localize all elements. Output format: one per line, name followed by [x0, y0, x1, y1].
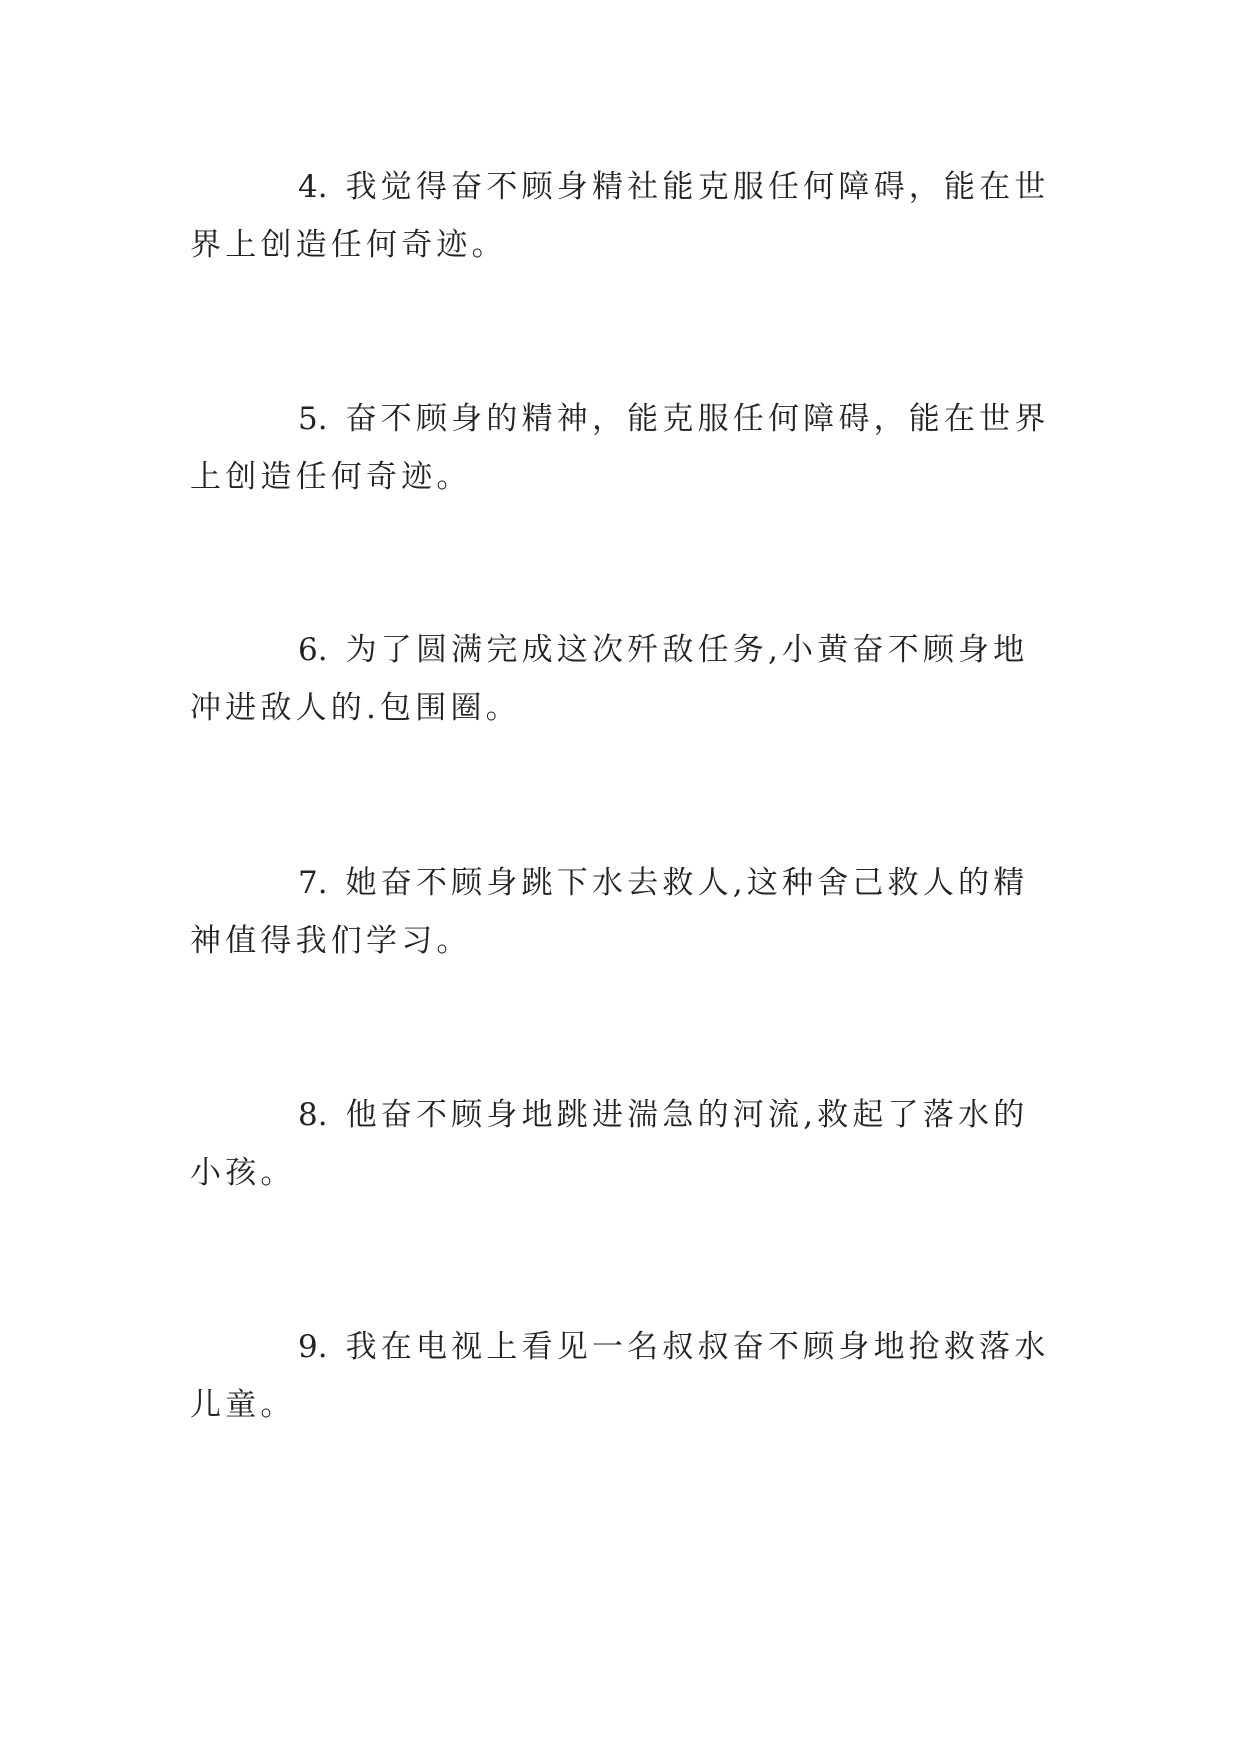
sentence-item-6 — [190, 621, 1052, 737]
sentence-number: 5. — [298, 401, 328, 437]
sentence-text: 奋不顾身的精神，能克服任何障碍，能在世界上创造任何奇迹。 — [190, 401, 1050, 495]
sentence-number: 6. — [298, 632, 328, 668]
sentence-text: 我在电视上看见一名叔叔奋不顾身地抢救落水儿童。 — [190, 1329, 1050, 1423]
sentence-item-8 — [190, 1086, 1052, 1202]
sentence-item-5 — [190, 390, 1052, 506]
sentence-number: 4. — [298, 169, 328, 205]
sentence-number: 7. — [298, 865, 328, 901]
sentence-item-4 — [190, 158, 1052, 274]
sentence-number: 9. — [298, 1329, 328, 1365]
sentence-item-9 — [190, 1318, 1052, 1434]
sentence-text: 为了圆满完成这次歼敌任务,小黄奋不顾身地冲进敌人的.包围圈。 — [190, 632, 1029, 726]
sentence-text: 我觉得奋不顾身精社能克服任何障碍，能在世界上创造任何奇迹。 — [190, 169, 1050, 263]
sentence-number: 8. — [298, 1097, 328, 1133]
sentence-text: 她奋不顾身跳下水去救人,这种舍己救人的精神值得我们学习。 — [190, 865, 1029, 959]
sentence-text: 他奋不顾身地跳进湍急的河流,救起了落水的小孩。 — [190, 1097, 1029, 1191]
sentence-item-7 — [190, 854, 1052, 970]
